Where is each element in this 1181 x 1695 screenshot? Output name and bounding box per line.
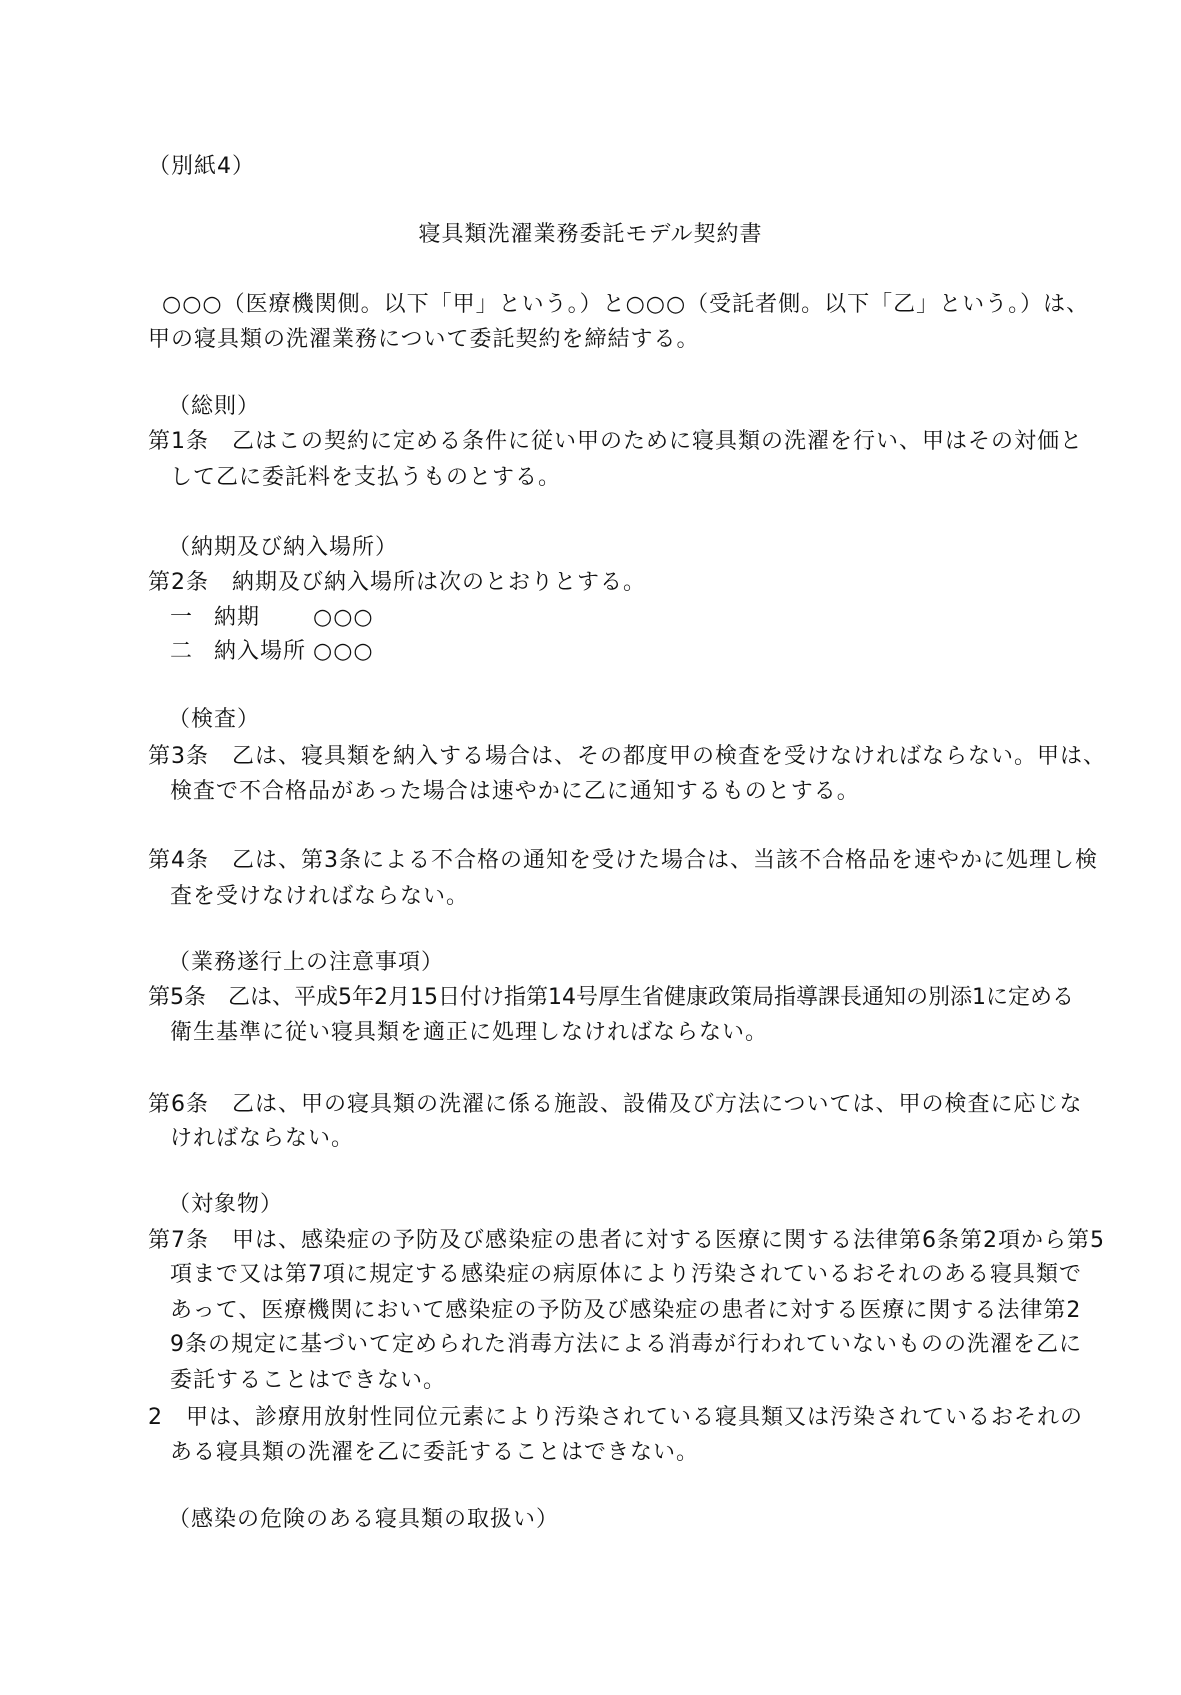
- article-7-line: 第7条 甲は、感染症の予防及び感染症の患者に対する医療に関する法律第6条第2項から第5: [148, 1228, 1105, 1253]
- item-value: ○○○: [313, 605, 374, 630]
- article-5-line: 衛生基準に従い寝具類を適正に処理しなければならない。: [170, 1020, 769, 1045]
- item-value: ○○○: [313, 639, 374, 664]
- item-label: 納期: [214, 605, 261, 630]
- attachment-label: （別紙4）: [148, 154, 255, 179]
- section-heading: （業務遂行上の注意事項）: [168, 950, 445, 975]
- section-heading: （感染の危険のある寝具類の取扱い）: [168, 1507, 560, 1532]
- document-title: 寝具類洗濯業務委託モデル契約書: [418, 222, 763, 247]
- article-2-line: 第2条 納期及び納入場所は次のとおりとする。: [148, 570, 646, 595]
- intro-line: 甲の寝具類の洗濯業務について委託契約を締結する。: [148, 327, 700, 352]
- article-7-line: 9条の規定に基づいて定められた消毒方法による消毒が行われていないものの洗濯を乙に: [170, 1332, 1082, 1357]
- article-4-line: 査を受けなければならない。: [170, 884, 470, 909]
- article-1-line: 第1条 乙はこの契約に定める条件に従い甲のために寝具類の洗濯を行い、甲はその対価と: [148, 429, 1084, 454]
- section-heading: （検査）: [168, 707, 261, 732]
- intro-line: ○○○（医療機関側。以下「甲」という。）と○○○（受託者側。以下「乙」という。）は、: [162, 292, 1090, 317]
- item-number: 二: [170, 639, 194, 664]
- article-4-line: 第4条 乙は、第3条による不合格の通知を受けた場合は、当該不合格品を速やかに処理し検: [148, 848, 1098, 873]
- item-number: 一: [170, 605, 194, 630]
- article-7-line: 委託することはできない。: [170, 1368, 447, 1393]
- article-7-line: あって、医療機関において感染症の予防及び感染症の患者に対する医療に関する法律第2: [170, 1298, 1082, 1323]
- article-3-line: 第3条 乙は、寝具類を納入する場合は、その都度甲の検査を受けなければならない。甲は、: [148, 744, 1107, 769]
- section-heading: （対象物）: [168, 1192, 284, 1217]
- article-7-paragraph-2-line: ある寝具類の洗濯を乙に委託することはできない。: [170, 1440, 700, 1465]
- section-heading: （納期及び納入場所）: [168, 535, 399, 560]
- article-3-line: 検査で不合格品があった場合は速やかに乙に通知するものとする。: [170, 779, 860, 804]
- item-label: 納入場所: [214, 639, 307, 664]
- article-5-line: 第5条 乙は、平成5年2月15日付け指第14号厚生省健康政策局指導課長通知の別添1に定める: [148, 985, 1074, 1010]
- article-7-line: 項まで又は第7項に規定する感染症の病原体により汚染されているおそれのある寝具類で: [170, 1262, 1083, 1287]
- article-6-line: ければならない。: [170, 1126, 355, 1151]
- article-7-paragraph-2-line: 2 甲は、診療用放射性同位元素により汚染されている寝具類又は汚染されているおそれの: [148, 1405, 1084, 1430]
- section-heading: （総則）: [168, 394, 261, 419]
- article-6-line: 第6条 乙は、甲の寝具類の洗濯に係る施設、設備及び方法については、甲の検査に応じな: [148, 1092, 1083, 1117]
- article-1-line: して乙に委託料を支払うものとする。: [170, 465, 562, 490]
